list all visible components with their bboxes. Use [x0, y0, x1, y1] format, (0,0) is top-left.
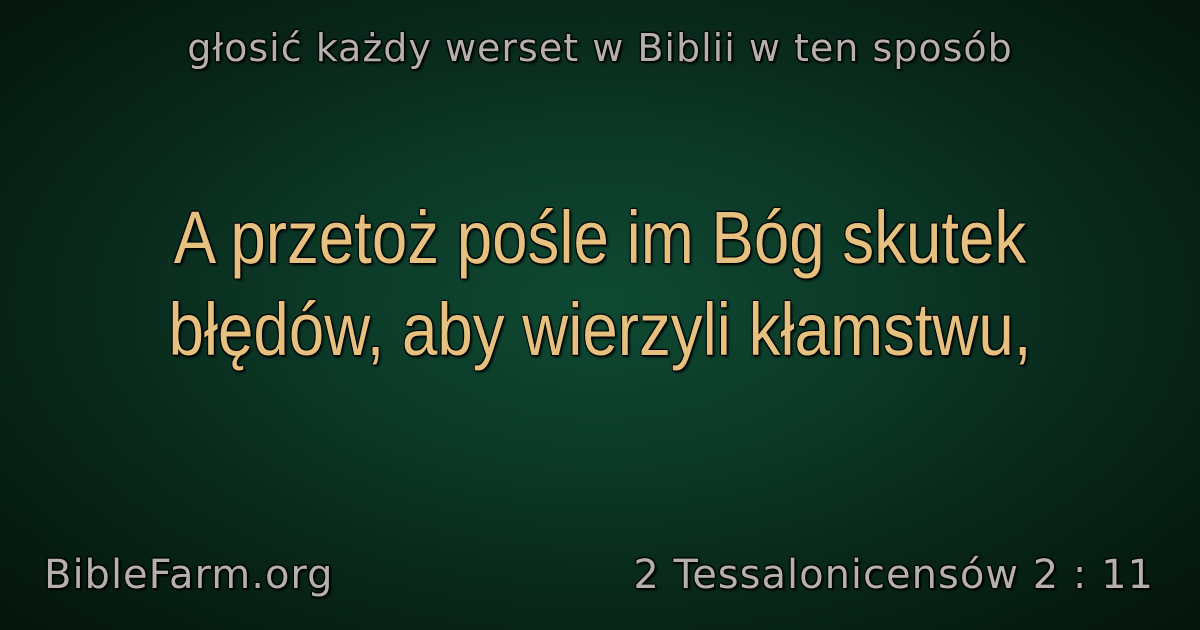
verse-line-2: błędów, aby wierzyli kłamstwu,: [168, 288, 1032, 371]
site-name: BibleFarm.org: [44, 552, 334, 598]
tagline: głosić każdy werset w Biblii w ten sposób: [187, 26, 1013, 70]
verse-line-1: A przetoż pośle im Bóg skutek: [173, 196, 1027, 279]
verse-reference: 2 Tessalonicensów 2 : 11: [633, 552, 1154, 598]
verse-text: [118, 192, 1081, 376]
